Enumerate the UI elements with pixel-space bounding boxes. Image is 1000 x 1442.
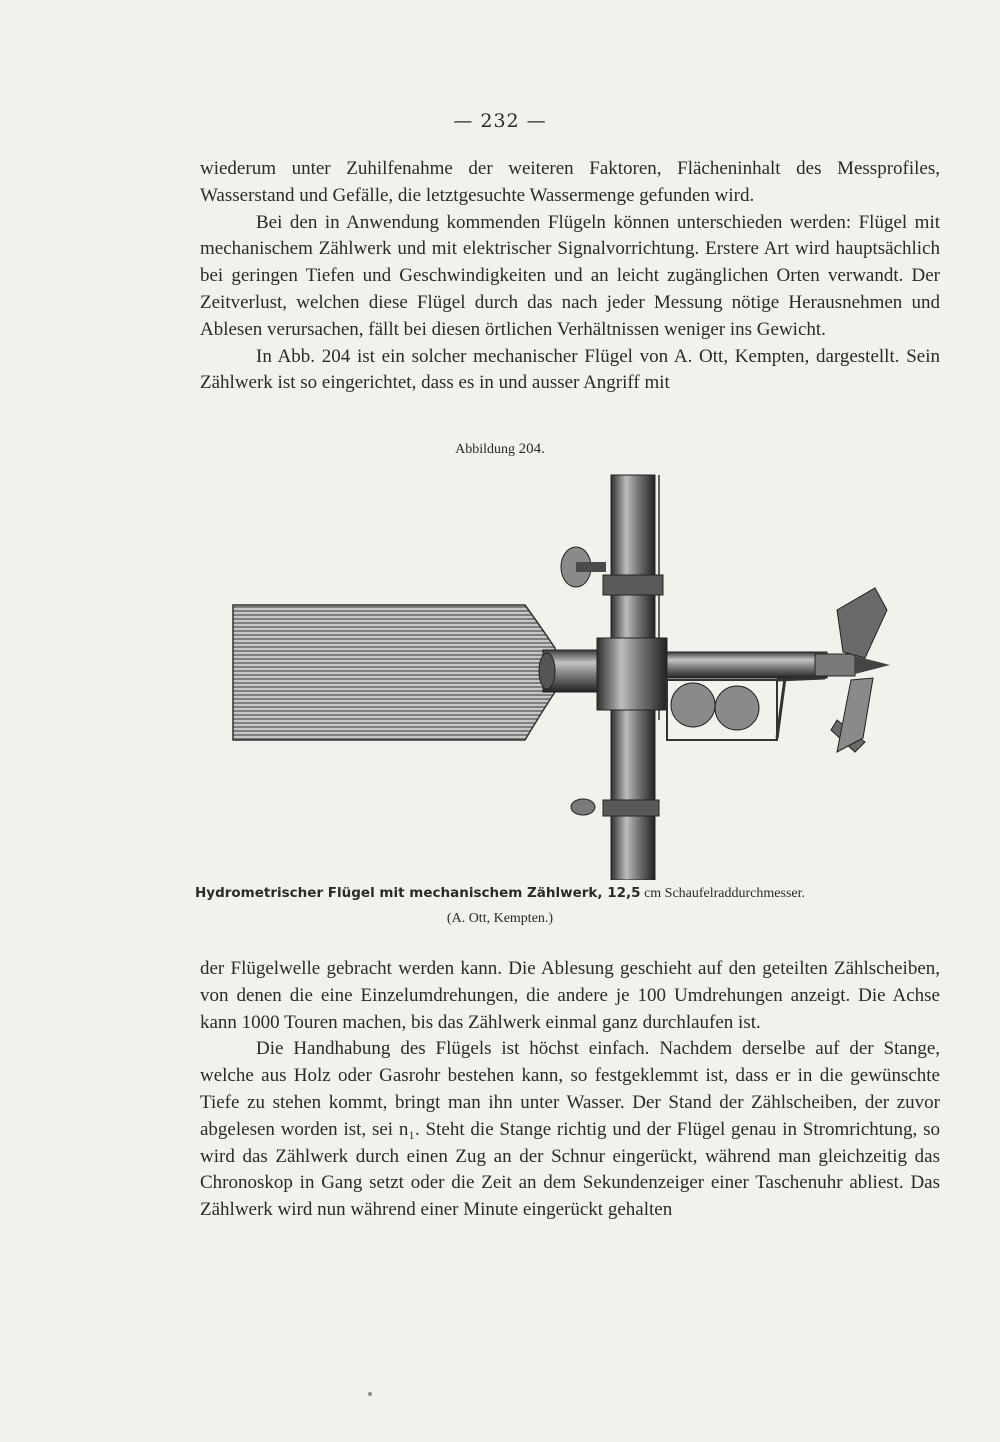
paragraph: der Flügelwelle gebracht werden kann. Die Ablesung geschieht auf den geteilten Zählscheiben, von denen die eine Einzelumdrehungen, die andere je 100 Umdrehungen anzeigt. Die Achse kann 1000 Touren machen, bis das Zählwerk einmal ganz durchlaufen ist. [200,958,940,1033]
tail-vane [233,605,555,740]
axle-tip [855,656,890,674]
counter-dial-2 [715,686,759,730]
text-block-top [200,156,940,397]
text-block-bottom [200,956,940,1224]
paragraph: Die Handhabung des Flügels ist höchst einfach. Nachdem derselbe auf der Stange, welche aus Holz oder Gasrohr bestehen kann, so festgeklemmt ist, dass er in die gewünschte Tiefe zu stehen kommt, bringt man ihn unter Wasser. Der Stand der Zählscheiben, der zuvor abgelesen worden ist, sei n₁. Steht die Stange richtig und der Flügel genau in Stromrichtung, so wird das Zählwerk durch einen Zug an der Schnur eingerückt, während man gleichzeitig das Chronoskop in Gang setzt oder die Zeit an dem Sekundenzeiger einer Taschenuhr abliest. Das Zählwerk wird nun während einer Minute eingerückt gehalten [200,1038,940,1221]
lower-clamp [603,800,659,816]
figure-number: 204. [518,441,545,457]
figure-label [0,441,1000,458]
propeller-blade-top [837,588,887,658]
main-collar [597,638,667,710]
page-number: — 232 — [453,110,547,132]
counter-dial-1 [671,683,715,727]
upper-clamp [603,575,663,595]
axle-hub [815,654,855,676]
figure-label-word: Abbildung [455,442,516,457]
vane-screw [539,653,555,689]
caption-rest: cm Schaufelraddurchmesser. [640,886,806,901]
caption-bold: Hydrometrischer Flügel mit mechanischem Zählwerk, 12,5 [194,885,641,901]
page-mark [368,1392,372,1396]
figure-caption [0,885,1000,902]
lower-clamp-knob [571,799,595,815]
meter-axle [667,652,827,678]
counter-strut [777,678,785,738]
knob-stem [576,562,606,572]
figure-credit: (A. Ott, Kempten.) [446,911,554,926]
propeller-blade-lower [837,678,873,752]
paragraph: Bei den in Anwendung kommenden Flügeln können unterschieden werden: Flügel mit mechanischem Zählwerk und mit elektrischer Signalvorrichtung. Erstere Art wird hauptsächlich bei geringen Tiefen und Geschwindigkeiten und an leicht zugänglichen Orten verwandt. Der Zeitverlust, welchen diese Flügel durch das nach jeder Messung nötige Herausnehmen und Ablesen verursachen, fällt bei diesen örtlichen Verhältnissen weniger ins Gewicht. [200,211,940,340]
current-meter-illustration [225,470,915,880]
paragraph: wiederum unter Zuhilfenahme der weiteren Faktoren, Flächeninhalt des Messprofiles, Wasserstand und Gefälle, die letztgesuchte Wassermenge gefunden wird. [200,158,940,206]
paragraph: In Abb. 204 ist ein solcher mechanischer Flügel von A. Ott, Kempten, dargestellt. Sein Zählwerk ist so eingerichtet, dass es in und ausser Angriff mit [200,345,940,394]
